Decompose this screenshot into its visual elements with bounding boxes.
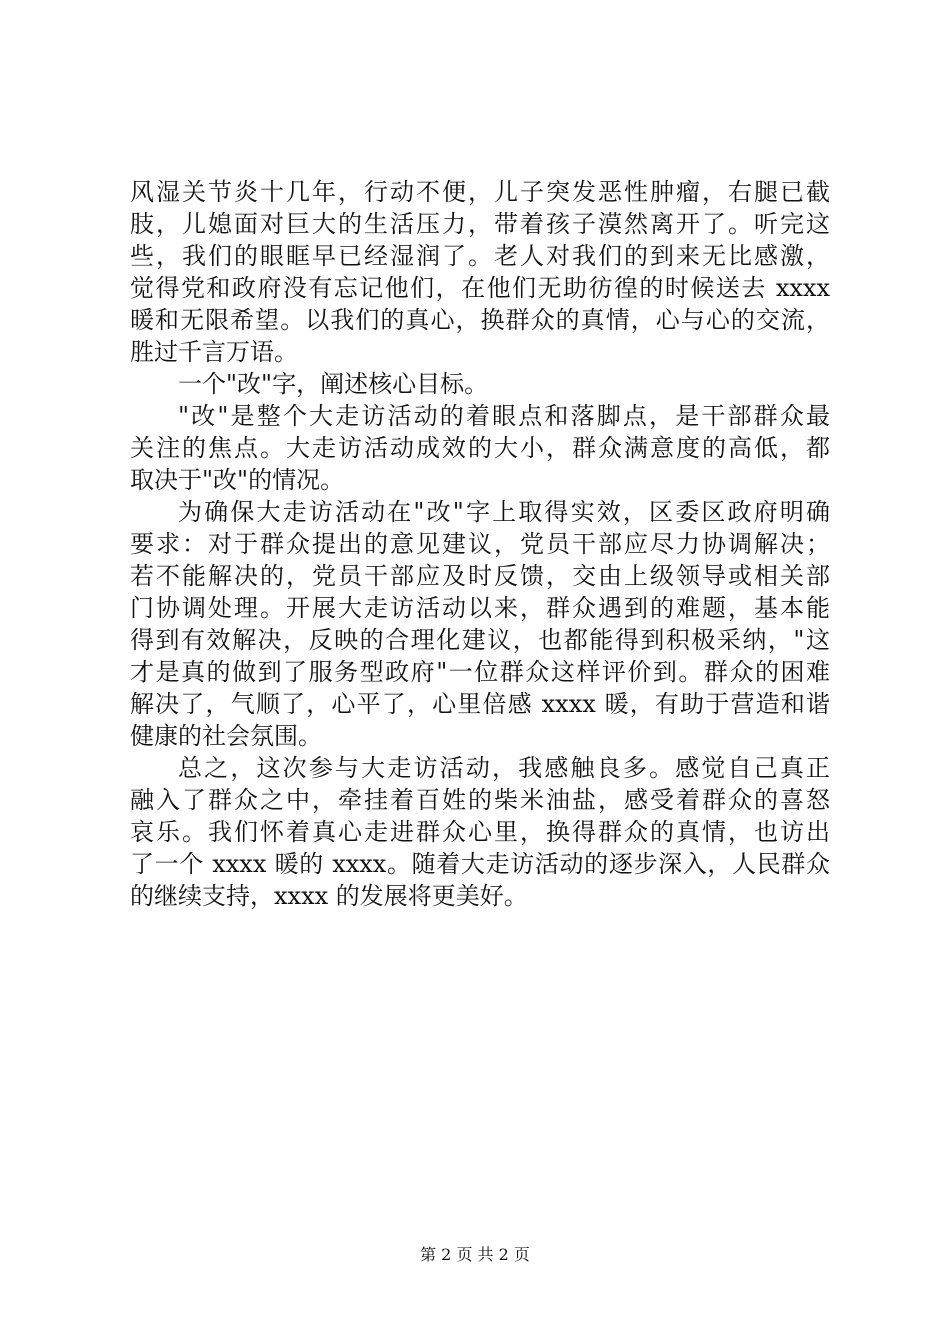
text-line: 肢，儿媳面对巨大的生活压力，带着孩子漠然离开了。听完这: [130, 210, 830, 238]
text-line: 暖和无限希望。以我们的真心，换群众的真情，心与心的交流，: [130, 306, 830, 334]
text-line: 胜过千言万语。: [130, 338, 298, 366]
text-line: 为确保大走访活动在"改"字上取得实效，区委区政府明确: [178, 498, 830, 526]
text-line: 融入了群众之中，牵挂着百姓的柴米油盐，感受着群众的喜怒: [130, 786, 830, 814]
text-line: 哀乐。我们怀着真心走进群众心里，换得群众的真情，也访出: [130, 818, 830, 846]
text-line: 门协调处理。开展大走访活动以来，群众遇到的难题，基本能: [130, 594, 830, 622]
text-line: 些，我们的眼眶早已经湿润了。老人对我们的到来无比感激，: [130, 242, 830, 270]
text-line: 若不能解决的，党员干部应及时反馈，交由上级领导或相关部: [130, 562, 830, 590]
body-text: [130, 176, 830, 912]
text-line: 风湿关节炎十几年，行动不便，儿子突发恶性肿瘤，右腿已截: [130, 178, 830, 206]
text-line: 才是真的做到了服务型政府"一位群众这样评价到。群众的困难: [130, 658, 830, 686]
text-line: "改"是整个大走访活动的着眼点和落脚点，是干部群众最: [178, 402, 830, 430]
text-line: 总之，这次参与大走访活动，我感触良多。感觉自己真正: [178, 754, 830, 782]
text-line: 得到有效解决，反映的合理化建议，也都能得到积极采纳，"这: [130, 626, 830, 654]
section-heading: 一个"改"字，阐述核心目标。: [178, 370, 489, 398]
text-line: 的继续支持，xxxx 的发展将更美好。: [130, 882, 528, 910]
text-line: 健康的社会氛围。: [130, 722, 322, 750]
text-line: 要求：对于群众提出的意见建议，党员干部应尽力协调解决；: [130, 530, 830, 558]
text-line: 了一个 xxxx 暖的 xxxx。随着大走访活动的逐步深入，人民群众: [130, 850, 830, 878]
text-line: 关注的焦点。大走访活动成效的大小，群众满意度的高低，都: [130, 434, 830, 462]
text-line: 觉得党和政府没有忘记他们，在他们无助彷徨的时候送去 xxxx: [130, 274, 830, 302]
text-line: 取决于"改"的情况。: [130, 466, 345, 494]
text-line: 解决了，气顺了，心平了，心里倍感 xxxx 暖，有助于营造和谐: [130, 690, 830, 718]
page-number-footer: 第 2 页 共 2 页: [420, 1245, 530, 1264]
